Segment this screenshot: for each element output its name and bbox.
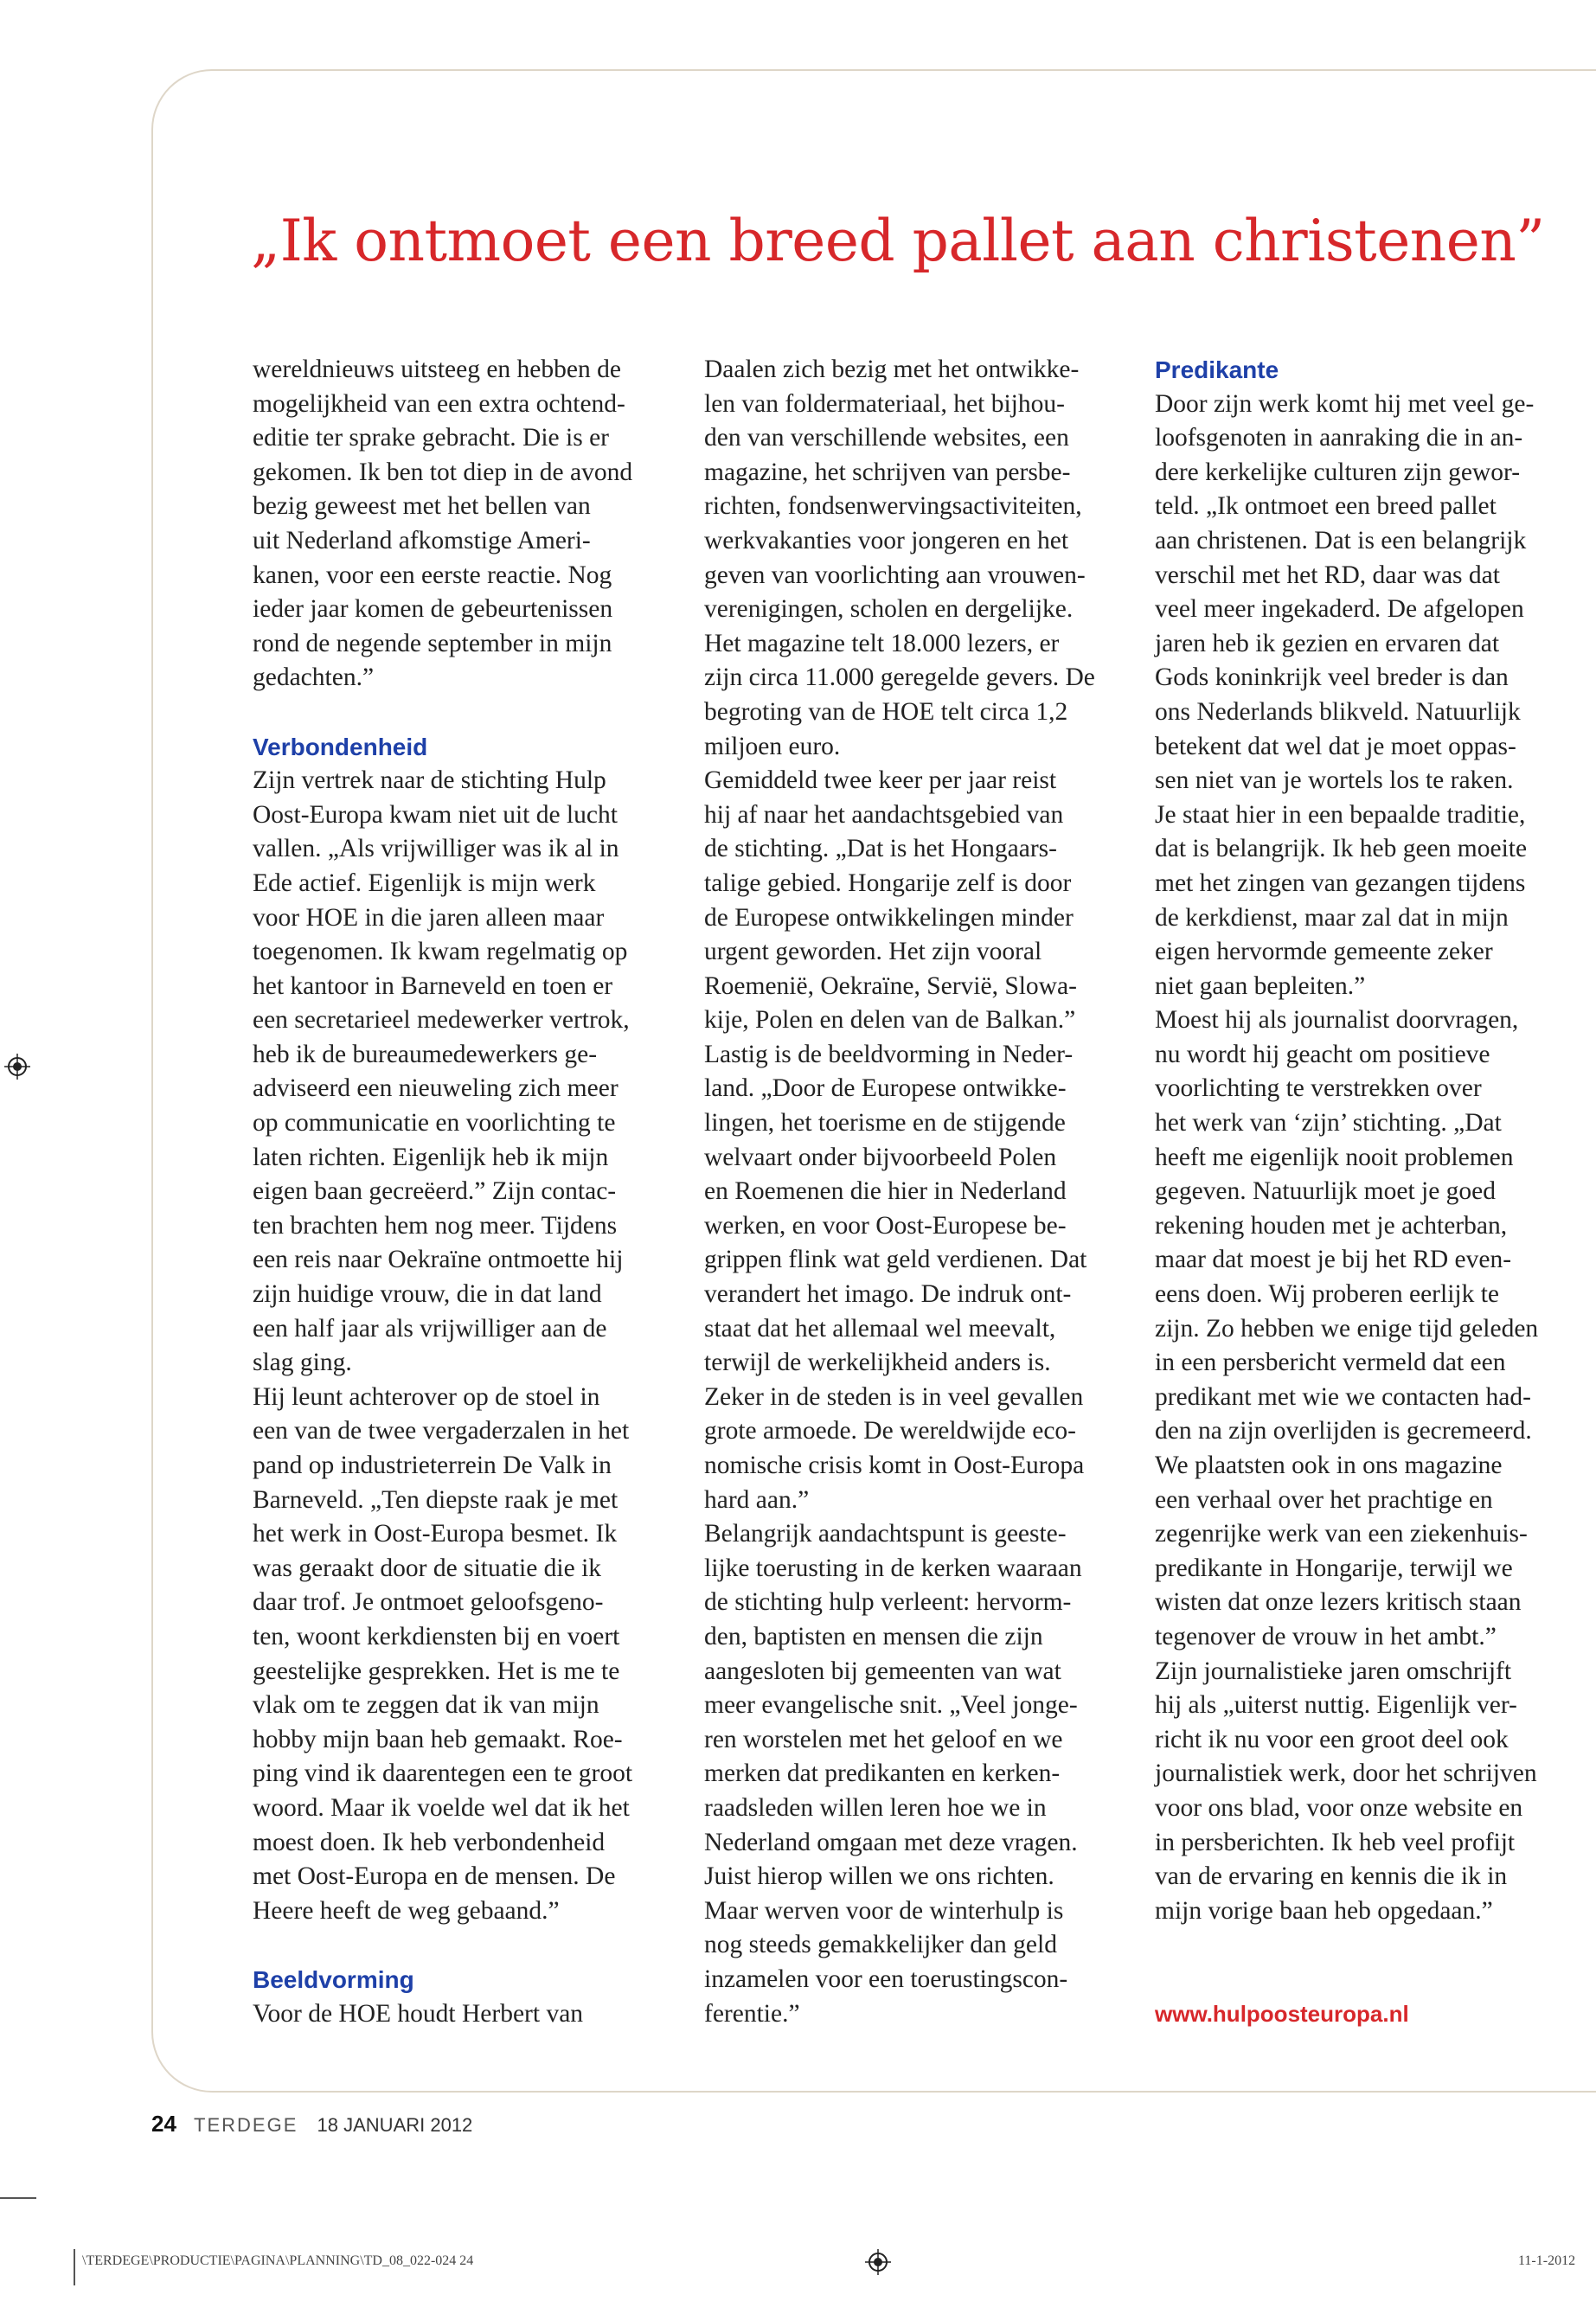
body-text-line: en Roemenen die hier in Nederland	[704, 1177, 1067, 1206]
body-text-line: merken dat predikanten en kerken-	[704, 1759, 1061, 1788]
body-text-line: inzamelen voor een toerustingscon-	[704, 1965, 1068, 1993]
body-text-line: hobby mijn baan heb gemaakt. Roe-	[253, 1725, 623, 1753]
body-text-line: was geraakt door de situatie die ik	[253, 1554, 602, 1582]
body-text-line: land. „Door de Europese ontwikke-	[704, 1074, 1067, 1103]
body-text-line: kije, Polen en delen van de Balkan.”	[704, 1006, 1076, 1035]
article-title: „Ik ontmoet een breed pallet aan christenen”	[251, 208, 1545, 274]
body-text-line: daar trof. Je ontmoet geloofsgeno-	[253, 1588, 604, 1617]
body-text-line: gekomen. Ik ben tot diep in de avond	[253, 458, 633, 486]
trim-mark	[0, 2197, 36, 2199]
body-text-line: len van foldermateriaal, het bijhou-	[704, 389, 1065, 418]
body-text-line: den, baptisten en mensen die zijn	[704, 1622, 1043, 1650]
registration-mark-icon	[4, 1054, 30, 1080]
body-text-line: talige gebied. Hongarije zelf is door	[704, 868, 1072, 897]
body-text-line: Je staat hier in een bepaalde traditie,	[1155, 800, 1526, 829]
body-text-line: niet gaan bepleiten.”	[1155, 971, 1366, 1000]
body-text-line: jaren heb ik gezien en ervaren dat	[1155, 629, 1500, 657]
body-text-line: zijn huidige vrouw, die in dat land	[253, 1280, 602, 1309]
body-text-line: Daalen zich bezig met het ontwikke-	[704, 356, 1080, 383]
body-text-line: ren worstelen met het geloof en we	[704, 1725, 1063, 1753]
body-text-line: een half jaar als vrijwilliger aan de	[253, 1314, 607, 1343]
body-text-line: Lastig is de beeldvorming in Neder-	[704, 1040, 1074, 1068]
body-text-line: We plaatsten ook in ons magazine	[1155, 1452, 1503, 1479]
body-text-line: geven van voorlichting aan vrouwen-	[704, 561, 1086, 589]
body-text-line: Juist hierop willen we ons richten.	[704, 1862, 1054, 1891]
body-text-line: rond de negende september in mijn	[253, 629, 612, 657]
paragraph-spacer	[253, 1928, 676, 1963]
section-heading: Beeldvorming	[253, 1965, 414, 1993]
article-column-3	[1155, 353, 1596, 2031]
body-text-line: grippen flink wat geld verdienen. Dat	[704, 1246, 1087, 1274]
body-text-line: Ede actief. Eigenlijk is mijn werk	[253, 868, 596, 897]
body-text-line: lijke toerusting in de kerken waaraan	[704, 1554, 1082, 1582]
body-text-line: Maar werven voor de winterhulp is	[704, 1896, 1064, 1925]
page-footer	[151, 2111, 472, 2138]
body-text-line: meer evangelische snit. „Veel jonge-	[704, 1691, 1078, 1720]
body-text-line: kanen, voor een eerste reactie. Nog	[253, 561, 612, 589]
body-text-line: vlak om te zeggen dat ik van mijn	[253, 1691, 599, 1720]
body-text-line: een verhaal over het prachtige en	[1155, 1485, 1493, 1514]
body-text-line: predikant met wie we contacten had-	[1155, 1382, 1531, 1411]
body-text-line: Nederland omgaan met deze vragen.	[704, 1828, 1078, 1856]
body-text-line: adviseerd een nieuweling zich meer	[253, 1074, 619, 1103]
body-text-line: de kerkdienst, maar zal dat in mijn	[1155, 903, 1509, 932]
body-text-line: toegenomen. Ik kwam regelmatig op	[253, 938, 628, 966]
body-text-line: Gemiddeld twee keer per jaar reist	[704, 766, 1057, 795]
body-text-line: eigen hervormde gemeente zeker	[1155, 938, 1493, 966]
body-text-line: Moest hij als journalist doorvragen,	[1155, 1006, 1519, 1035]
body-text-line: zegenrijke werk van een ziekenhuis-	[1155, 1520, 1528, 1548]
body-text-line: voorlichting te verstrekken over	[1155, 1074, 1482, 1103]
body-text-line: bezig geweest met het bellen van	[253, 492, 591, 521]
body-text-line: journalistiek werk, door het schrijven	[1155, 1759, 1537, 1788]
body-text-line: met Oost-Europa en de mensen. De	[253, 1862, 616, 1891]
body-text-line: Zeker in de steden is in veel gevallen	[704, 1382, 1084, 1411]
body-text-line: laten richten. Eigenlijk heb ik mijn	[253, 1143, 609, 1171]
body-text-line: slag ging.	[253, 1349, 352, 1377]
page-number: 24	[151, 2111, 176, 2137]
body-text-line: moest doen. Ik heb verbondenheid	[253, 1828, 606, 1856]
body-text-line: wisten dat onze lezers kritisch staan	[1155, 1588, 1522, 1617]
body-text-line: den na zijn overlijden is gecremeerd.	[1155, 1417, 1532, 1445]
body-text-line: de stichting. „Dat is het Hongaars-	[704, 835, 1057, 863]
trim-mark	[74, 2249, 75, 2285]
body-text-line: met het zingen van gezangen tijdens	[1155, 868, 1526, 897]
body-text-line: aan christenen. Dat is een belangrijk	[1155, 526, 1527, 554]
body-text-line: terwijl de werkelijkheid anders is.	[704, 1349, 1051, 1377]
body-text-line: in een persbericht vermeld dat een	[1155, 1349, 1506, 1377]
body-text-line: Oost-Europa kwam niet uit de lucht	[253, 800, 618, 829]
body-text-line: voor HOE in die jaren alleen maar	[253, 903, 605, 932]
body-text-line: loofsgenoten in aanraking die in an-	[1155, 424, 1523, 452]
body-text-line: Hij leunt achterover op de stoel in	[253, 1382, 600, 1411]
slug-path: \TERDEGE\PRODUCTIE\PAGINA\PLANNING\TD_08_022-024 24	[82, 2253, 474, 2268]
body-text-line: hij als „uiterst nuttig. Eigenlijk ver-	[1155, 1691, 1517, 1720]
body-text-line: maar dat moest je bij het RD even-	[1155, 1246, 1512, 1274]
body-text-line: pand op industrieterrein De Valk in	[253, 1452, 612, 1479]
body-text-line: verenigingen, scholen en dergelijke.	[704, 595, 1074, 624]
body-text-line: de stichting hulp verleent: hervorm-	[704, 1588, 1072, 1617]
body-text-line: welvaart onder bijvoorbeeld Polen	[704, 1143, 1057, 1171]
body-text-line: werkvakanties voor jongeren en het	[704, 526, 1069, 554]
body-text-line: raadsleden willen leren hoe we in	[704, 1793, 1047, 1822]
body-text-line: begroting van de HOE telt circa 1,2	[704, 697, 1068, 726]
body-text-line: vallen. „Als vrijwilliger was ik al in	[253, 835, 619, 863]
body-text-line: betekent dat wel dat je moet oppas-	[1155, 732, 1516, 760]
body-text-line: een reis naar Oekraïne ontmoette hij	[253, 1246, 624, 1274]
body-text-line: veel meer ingekaderd. De afgelopen	[1155, 595, 1524, 624]
body-text-line: verschil met het RD, daar was dat	[1155, 561, 1500, 589]
body-text-line: gegeven. Natuurlijk moet je goed	[1155, 1177, 1497, 1206]
magazine-name: TERDEGE	[194, 2114, 298, 2136]
body-text-line: tegenover de vrouw in het ambt.”	[1155, 1622, 1497, 1650]
body-text-line: ten, woont kerkdiensten bij en voert	[253, 1622, 620, 1650]
body-text-line: Barneveld. „Ten diepste raak je met	[253, 1485, 619, 1514]
body-text-line: zijn circa 11.000 geregelde gevers. De	[704, 663, 1095, 692]
body-text-line: lingen, het toerisme en de stijgende	[704, 1109, 1066, 1138]
body-text-line: uit Nederland afkomstige Ameri-	[253, 526, 591, 554]
body-text-line: een secretarieel medewerker vertrok,	[253, 1006, 630, 1035]
body-text-line: hard aan.”	[704, 1485, 810, 1514]
body-text-line: wereldnieuws uitsteeg en hebben de	[253, 356, 621, 383]
body-text-line: sen niet van je wortels los te raken.	[1155, 766, 1514, 795]
body-text-line: mogelijkheid van een extra ochtend-	[253, 389, 625, 418]
body-text-line: ten brachten hem nog meer. Tijdens	[253, 1211, 618, 1240]
body-text-line: aangesloten bij gemeenten van wat	[704, 1657, 1061, 1685]
body-text-line: eens doen. Wij proberen eerlijk te	[1155, 1280, 1500, 1309]
body-text-line: het werk in Oost-Europa besmet. Ik	[253, 1520, 618, 1548]
body-text-line: de Europese ontwikkelingen minder	[704, 903, 1074, 932]
body-text-line: grote armoede. De wereldwijde eco-	[704, 1417, 1076, 1445]
article-column-1	[253, 353, 676, 2031]
body-text-line: heeft me eigenlijk nooit problemen	[1155, 1143, 1514, 1171]
body-text-line: Belangrijk aandachtspunt is geeste-	[704, 1520, 1067, 1548]
body-text-line: Heere heeft de weg gebaand.”	[253, 1896, 560, 1925]
section-heading: Verbondenheid	[253, 733, 428, 760]
body-text-line: Zijn journalistieke jaren omschrijft	[1155, 1657, 1512, 1685]
body-text-line: richten, fondsenwervingsactiviteiten,	[704, 492, 1082, 521]
body-text-line: Door zijn werk komt hij met veel ge-	[1155, 389, 1535, 418]
body-text-line: Roemenië, Oekraïne, Servië, Slowa-	[704, 971, 1077, 1000]
paragraph-spacer	[1155, 1928, 1596, 1963]
paragraph-spacer	[253, 695, 676, 730]
body-text-line: geestelijke gesprekken. Het is me te	[253, 1657, 620, 1685]
body-text-line: verandert het imago. De indruk ont-	[704, 1280, 1072, 1309]
body-text-line: ons Nederlands blikveld. Natuurlijk	[1155, 697, 1521, 726]
body-text-line: een van de twee vergaderzalen in het	[253, 1417, 630, 1445]
body-text-line: nomische crisis komt in Oost-Europa	[704, 1452, 1085, 1479]
section-heading: Predikante	[1155, 356, 1279, 383]
body-text-line: predikante in Hongarije, terwijl we	[1155, 1554, 1513, 1582]
body-text-line: Voor de HOE houdt Herbert van	[253, 1999, 584, 2028]
body-text-line: heb ik de bureaumedewerkers ge-	[253, 1040, 598, 1068]
body-text-line: woord. Maar ik voelde wel dat ik het	[253, 1793, 630, 1822]
body-text-line: het kantoor in Barneveld en toen er	[253, 971, 613, 1000]
issue-date: 18 JANUARI 2012	[317, 2114, 473, 2136]
body-text-line: magazine, het schrijven van persbe-	[704, 458, 1071, 486]
body-text-line: voor ons blad, voor onze website en	[1155, 1793, 1523, 1822]
body-text-line: gedachten.”	[253, 663, 375, 692]
body-text-line: zijn. Zo hebben we enige tijd geleden	[1155, 1314, 1539, 1343]
body-text-line: richt ik nu voor een groot deel ook	[1155, 1725, 1509, 1753]
body-text-line: Gods koninkrijk veel breder is dan	[1155, 663, 1509, 692]
body-text-line: urgent geworden. Het zijn vooral	[704, 938, 1042, 966]
body-text-line: ieder jaar komen de gebeurtenissen	[253, 595, 613, 624]
body-text-line: hij af naar het aandachtsgebied van	[704, 800, 1064, 829]
body-text-line: dere kerkelijke culturen zijn gewor-	[1155, 458, 1521, 486]
body-text-line: ping vind ik daarentegen een te groot	[253, 1759, 633, 1788]
body-text-line: op communicatie en voorlichting te	[253, 1109, 616, 1138]
body-text-line: Het magazine telt 18.000 lezers, er	[704, 629, 1060, 657]
body-text-line: teld. „Ik ontmoet een breed pallet	[1155, 492, 1497, 521]
website-link[interactable]: www.hulpoosteuropa.nl	[1155, 2000, 1409, 2027]
paragraph-spacer	[1155, 1963, 1596, 1997]
body-text-line: ferentie.”	[704, 1999, 800, 2028]
body-text-line: nu wordt hij geacht om positieve	[1155, 1040, 1490, 1068]
body-text-line: miljoen euro.	[704, 732, 841, 760]
body-text-line: rekening houden met je achterban,	[1155, 1211, 1508, 1240]
registration-mark-icon	[865, 2249, 891, 2275]
body-text-line: in persberichten. Ik heb veel profijt	[1155, 1828, 1516, 1856]
body-text-line: staat dat het allemaal wel meevalt,	[704, 1314, 1056, 1343]
slug-date: 11-1-2012	[1518, 2253, 1576, 2268]
body-text-line: Zijn vertrek naar de stichting Hulp	[253, 766, 606, 795]
body-text-line: van de ervaring en kennis die ik in	[1155, 1862, 1508, 1891]
body-text-line: het werk van ‘zijn’ stichting. „Dat	[1155, 1109, 1502, 1138]
body-text-line: nog steeds gemakkelijker dan geld	[704, 1931, 1057, 1959]
body-text-line: mijn vorige baan heb opgedaan.”	[1155, 1896, 1493, 1925]
body-text-line: den van verschillende websites, een	[704, 424, 1069, 452]
body-text-line: werken, en voor Oost-Europese be-	[704, 1211, 1067, 1240]
article-column-2	[704, 353, 1137, 2031]
body-text-line: dat is belangrijk. Ik heb geen moeite	[1155, 835, 1528, 863]
body-text-line: eigen baan gecreëerd.” Zijn contac-	[253, 1177, 617, 1206]
body-text-line: editie ter sprake gebracht. Die is er	[253, 424, 609, 452]
